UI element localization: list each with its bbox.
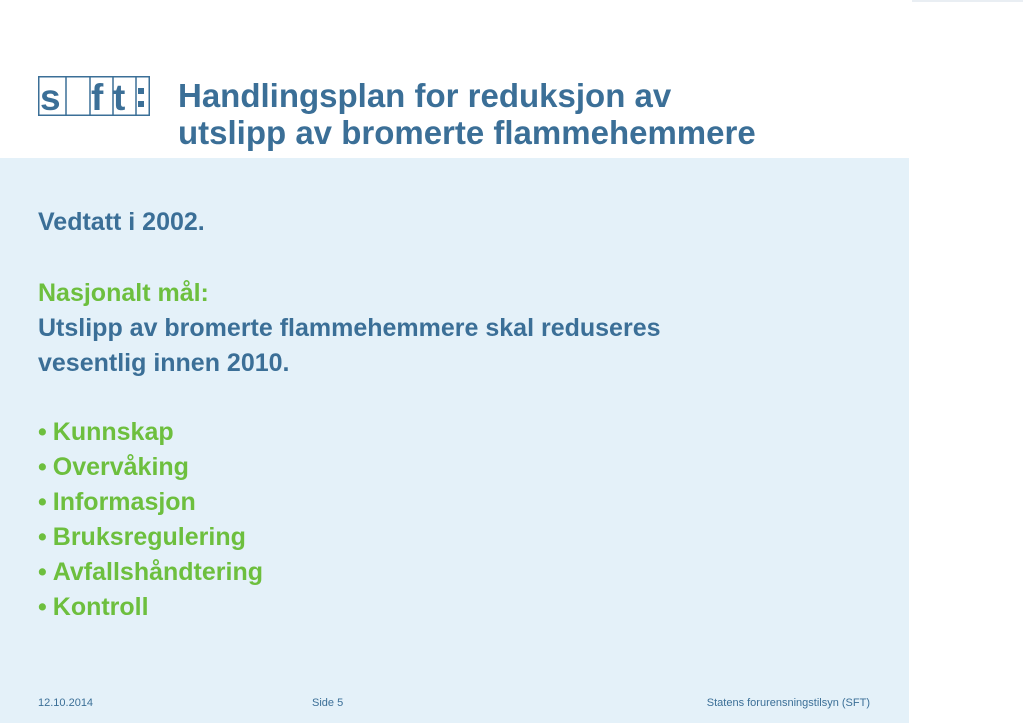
adopted-text: Vedtatt i 2002. xyxy=(38,208,205,236)
top-right-rule xyxy=(912,0,1023,2)
list-item-label: Kunnskap xyxy=(52,418,174,446)
footer-organization: Statens forurensningstilsyn (SFT) xyxy=(706,697,870,709)
list-item-label: Informasjon xyxy=(52,488,196,516)
slide-title-line-2: utslipp av bromerte flammehemmere xyxy=(178,114,756,151)
measure-list xyxy=(38,415,263,625)
bullet-icon: • xyxy=(38,593,47,621)
list-item xyxy=(38,555,263,590)
goal-text-line-1: Utslipp av bromerte flammehemmere skal reduseres xyxy=(38,314,661,342)
goal-heading: Nasjonalt mål: xyxy=(38,279,209,307)
list-item xyxy=(38,485,263,520)
list-item-label: Overvåking xyxy=(52,453,189,481)
list-item xyxy=(38,590,263,625)
svg-text:f: f xyxy=(91,77,104,116)
slide-title-line-1: Handlingsplan for reduksjon av xyxy=(178,77,672,114)
footer-page-number: Side 5 xyxy=(312,697,344,709)
svg-text:t: t xyxy=(113,77,126,116)
bullet-icon: • xyxy=(38,558,47,586)
list-item xyxy=(38,450,263,485)
sft-logo xyxy=(38,76,150,116)
goal-text-line-2: vesentlig innen 2010. xyxy=(38,349,290,377)
bullet-icon: • xyxy=(38,418,47,446)
list-item xyxy=(38,520,263,555)
list-item-label: Bruksregulering xyxy=(52,523,246,551)
bullet-icon: • xyxy=(38,488,47,516)
footer-date: 12.10.2014 xyxy=(38,697,94,709)
list-item-label: Avfallshåndtering xyxy=(52,558,263,586)
svg-text:s: s xyxy=(40,77,61,116)
bullet-icon: • xyxy=(38,453,47,481)
goal-text xyxy=(38,311,661,381)
slide-title xyxy=(178,77,756,151)
list-item-label: Kontroll xyxy=(52,593,149,621)
bullet-icon: • xyxy=(38,523,47,551)
list-item xyxy=(38,415,263,450)
